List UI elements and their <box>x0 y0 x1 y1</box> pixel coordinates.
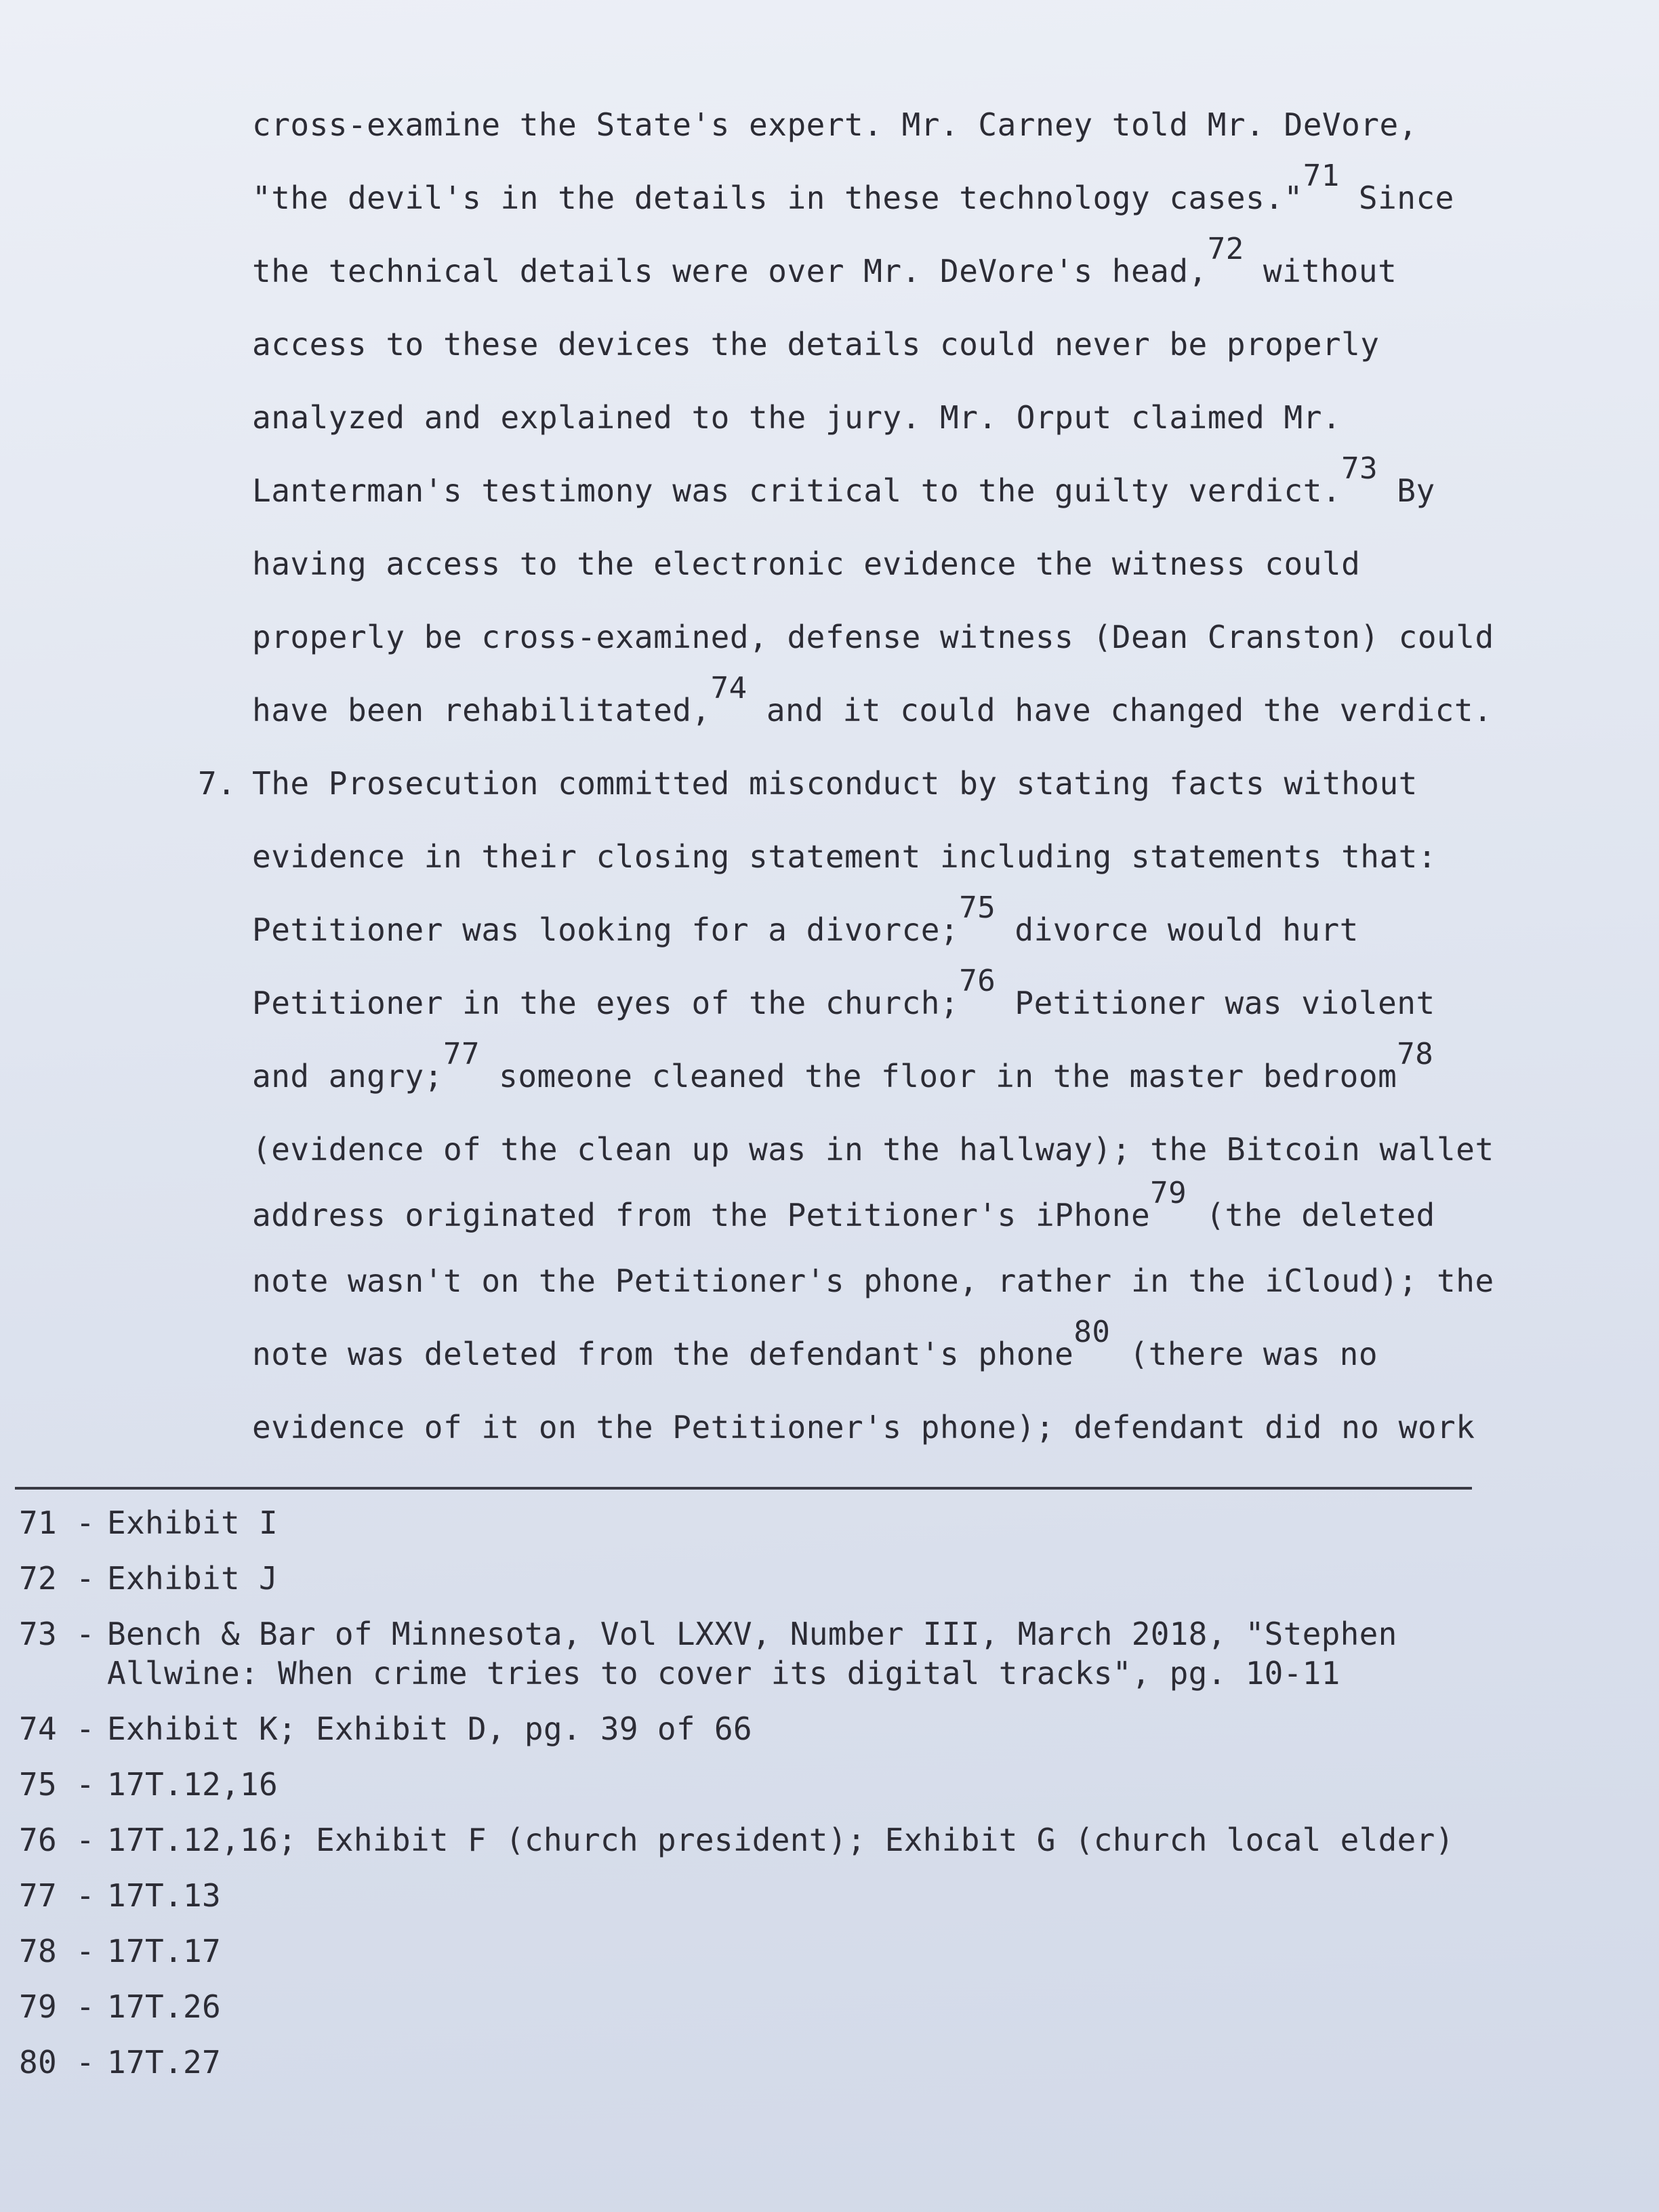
footnote-text: 17T.12,16; Exhibit F (church president); Exhibit G (church local elder) <box>107 1822 1454 1858</box>
footnote <box>19 2043 1510 2082</box>
footnote-number: 80 - <box>19 2044 95 2081</box>
body-line <box>252 671 1493 747</box>
footnote-marker: 75 <box>959 890 996 925</box>
footnote-text: 17T.26 <box>107 1988 221 2025</box>
footnote-text: Bench & Bar of Minnesota, Vol LXXV, Number III, March 2018, "Stephen Allwine: When crime tries to cover its digital tracks", pg. 10-11 <box>107 1616 1397 1692</box>
body-line <box>252 820 1486 893</box>
line-text: cross-examine the State's expert. Mr. Carney told Mr. DeVore, <box>252 106 1418 143</box>
item-number: 7. <box>198 765 237 802</box>
line-text: Petitioner was looking for a divorce; <box>252 912 960 948</box>
line-text: Lanterman's testimony was critical to the guilty verdict. <box>252 472 1342 509</box>
footnote <box>19 1765 1510 1804</box>
line-text: and angry; <box>252 1058 443 1094</box>
footnote-number: 77 - <box>19 1877 95 1914</box>
footnote-text: 17T.27 <box>107 2044 221 2081</box>
footnote-marker: 73 <box>1341 451 1378 486</box>
line-text: properly be cross-examined, defense witness (Dean Cranston) could <box>252 619 1494 655</box>
footnote-marker: 76 <box>959 964 996 998</box>
footnote-text: Exhibit J <box>107 1560 278 1597</box>
footnote-number: 76 - <box>19 1822 95 1858</box>
body-line <box>252 1317 1486 1391</box>
numbered-item-line <box>198 747 1486 820</box>
footnote-marker: 71 <box>1303 159 1340 193</box>
body-line <box>252 1244 1494 1317</box>
line-text: (evidence of the clean up was in the hallway); the Bitcoin wallet <box>252 1131 1494 1168</box>
body-line <box>252 1176 1486 1244</box>
footnote-marker: 78 <box>1397 1037 1434 1071</box>
footnote <box>19 1876 1510 1915</box>
footnote <box>19 1987 1510 2026</box>
footnote-text: 17T.12,16 <box>107 1766 278 1803</box>
line-text: The Prosecution committed misconduct by stating facts without <box>252 765 1418 802</box>
line-text: and it could have changed the verdict. <box>747 692 1493 729</box>
line-text: evidence of it on the Petitioner's phone); defendant did no work <box>252 1409 1475 1446</box>
footnote <box>19 1559 1510 1598</box>
footnote-number: 74 - <box>19 1711 95 1747</box>
footnote-text: Exhibit I <box>107 1504 278 1541</box>
footnote-number: 78 - <box>19 1933 95 1969</box>
footnote-number: 71 - <box>19 1504 95 1541</box>
line-text: have been rehabilitated, <box>252 692 711 729</box>
footnote <box>19 1820 1510 1860</box>
footnote <box>19 1709 1510 1748</box>
line-text: (the deleted <box>1187 1197 1435 1233</box>
footnote-marker: 80 <box>1073 1315 1111 1349</box>
body-line <box>252 1113 1494 1186</box>
body-line <box>252 88 1486 161</box>
footnote-divider <box>15 1487 1472 1490</box>
line-text: someone cleaned the floor in the master bedroom <box>479 1058 1397 1094</box>
footnote-marker: 72 <box>1207 232 1244 266</box>
body-line <box>252 890 1486 966</box>
footnote-marker: 74 <box>710 671 747 705</box>
footnote <box>19 1614 1510 1693</box>
footnote-text: 17T.13 <box>107 1877 221 1914</box>
body-line <box>252 527 1486 600</box>
body-line <box>252 161 1486 234</box>
line-text: the technical details were over Mr. DeVore's head, <box>252 253 1208 289</box>
line-text: note wasn't on the Petitioner's phone, rather in the iCloud); the <box>252 1263 1494 1299</box>
line-text: Petitioner was violent <box>996 985 1435 1021</box>
line-text: Since <box>1339 180 1454 216</box>
body-text <box>198 88 1494 1464</box>
line-text: having access to the electronic evidence the witness could <box>252 546 1361 582</box>
footnote-number: 75 - <box>19 1766 95 1803</box>
line-text: (there was no <box>1110 1336 1378 1372</box>
footnotes-section <box>19 1503 1510 2098</box>
line-text: "the devil's in the details in these technology cases." <box>252 180 1303 216</box>
footnote-number: 72 - <box>19 1560 95 1597</box>
footnote-number: 79 - <box>19 1988 95 2025</box>
footnote-marker: 77 <box>443 1037 480 1071</box>
line-text: address originated from the Petitioner's iPhone <box>252 1197 1151 1233</box>
line-text: Petitioner in the eyes of the church; <box>252 985 960 1021</box>
body-line <box>252 451 1486 527</box>
line-text: evidence in their closing statement including statements that: <box>252 838 1437 875</box>
body-line <box>252 1391 1486 1464</box>
line-text: note was deleted from the defendant's phone <box>252 1336 1074 1372</box>
body-line <box>252 381 1486 454</box>
body-line <box>252 234 1486 308</box>
footnote <box>19 1503 1510 1542</box>
line-text: without <box>1244 253 1397 289</box>
footnote-number: 73 - <box>19 1616 95 1652</box>
footnote-text: Exhibit K; Exhibit D, pg. 39 of 66 <box>107 1711 752 1747</box>
line-text: access to these devices the details could never be properly <box>252 326 1380 363</box>
body-line <box>252 308 1486 381</box>
body-line <box>252 966 1486 1040</box>
line-text: By <box>1378 472 1435 509</box>
line-text: divorce would hurt <box>996 912 1359 948</box>
body-line <box>252 1037 1486 1113</box>
footnote-text: 17T.17 <box>107 1933 221 1969</box>
footnote-marker: 79 <box>1150 1176 1187 1210</box>
body-line <box>252 600 1494 674</box>
line-text: analyzed and explained to the jury. Mr. Orput claimed Mr. <box>252 399 1342 436</box>
footnote <box>19 1931 1510 1971</box>
